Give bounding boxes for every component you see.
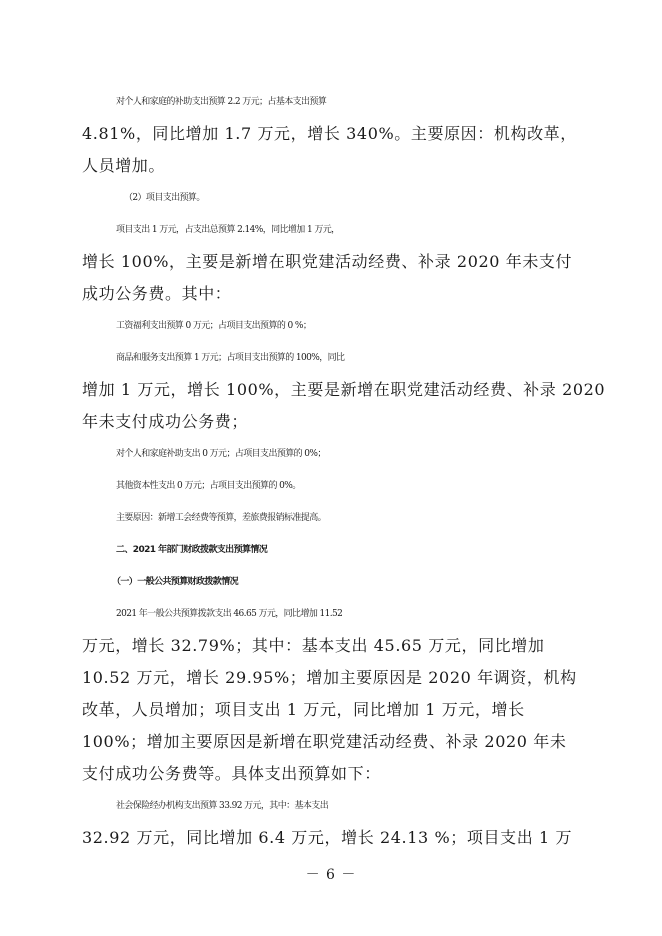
paragraph-line-23: 社会保险经办机构支出预算 33.92 万元，其中：基本支出 <box>116 801 329 811</box>
section-heading-project-budget: （2）项目支出预算。 <box>124 193 205 203</box>
paragraph-line-2: 4.81%，同比增加 1.7 万元，增长 340%。主要原因：机构改革， <box>82 124 577 143</box>
paragraph-line-20: 改革，人员增加；项目支出 1 万元，同比增加 1 万元，增长 <box>82 700 525 719</box>
paragraph-line-21: 100%；增加主要原因是新增在职党建活动经费、补录 2020 年未 <box>82 732 567 751</box>
paragraph-line-12: 对个人和家庭补助支出 0 万元；占项目支出预算的 0%； <box>116 449 326 459</box>
paragraph-line-1: 对个人和家庭的补助支出预算 2.2 万元；占基本支出预算 <box>116 97 327 107</box>
paragraph-line-7: 成功公务费。其中： <box>82 284 232 303</box>
paragraph-line-9: 商品和服务支出预算 1 万元；占项目支出预算的 100%，同比 <box>116 353 345 363</box>
paragraph-line-11: 年未支付成功公务费； <box>82 412 249 431</box>
subsection-heading-general-budget: （一）一般公共预算财政拨款情况 <box>112 577 239 587</box>
paragraph-line-22: 支付成功公务费等。具体支出预算如下： <box>82 764 381 783</box>
paragraph-line-13: 其他资本性支出 0 万元；占项目支出预算的 0%。 <box>116 481 301 491</box>
paragraph-line-8: 工资福利支出预算 0 万元；占项目支出预算的 0 %； <box>116 321 312 331</box>
paragraph-line-17: 2021 年一般公共预算拨款支出 46.65 万元，同比增加 11.52 <box>116 609 343 619</box>
paragraph-line-24: 32.92 万元，同比增加 6.4 万元，增长 24.13 %；项目支出 1 万 <box>82 828 573 847</box>
paragraph-line-18: 万元，增长 32.79%；其中：基本支出 45.65 万元，同比增加 <box>82 636 545 655</box>
paragraph-line-10: 增加 1 万元，增长 100%，主要是新增在职党建活动经费、补录 2020 <box>82 380 606 399</box>
paragraph-line-19: 10.52 万元，增长 29.95%；增加主要原因是 2020 年调资，机构 <box>82 668 577 687</box>
paragraph-line-3: 人员增加。 <box>82 156 166 175</box>
paragraph-line-5: 项目支出 1 万元，占支出总预算 2.14%，同比增加 1 万元， <box>116 225 340 235</box>
paragraph-line-14: 主要原因：新增工会经费等预算，差旅费报销标准提高。 <box>116 513 327 523</box>
section-heading-2021-budget: 二、2021 年部门财政拨款支出预算情况 <box>116 545 268 555</box>
page-number: － 6 － <box>305 867 357 883</box>
paragraph-line-6: 增长 100%，主要是新增在职党建活动经费、补录 2020 年未支付 <box>82 252 573 271</box>
